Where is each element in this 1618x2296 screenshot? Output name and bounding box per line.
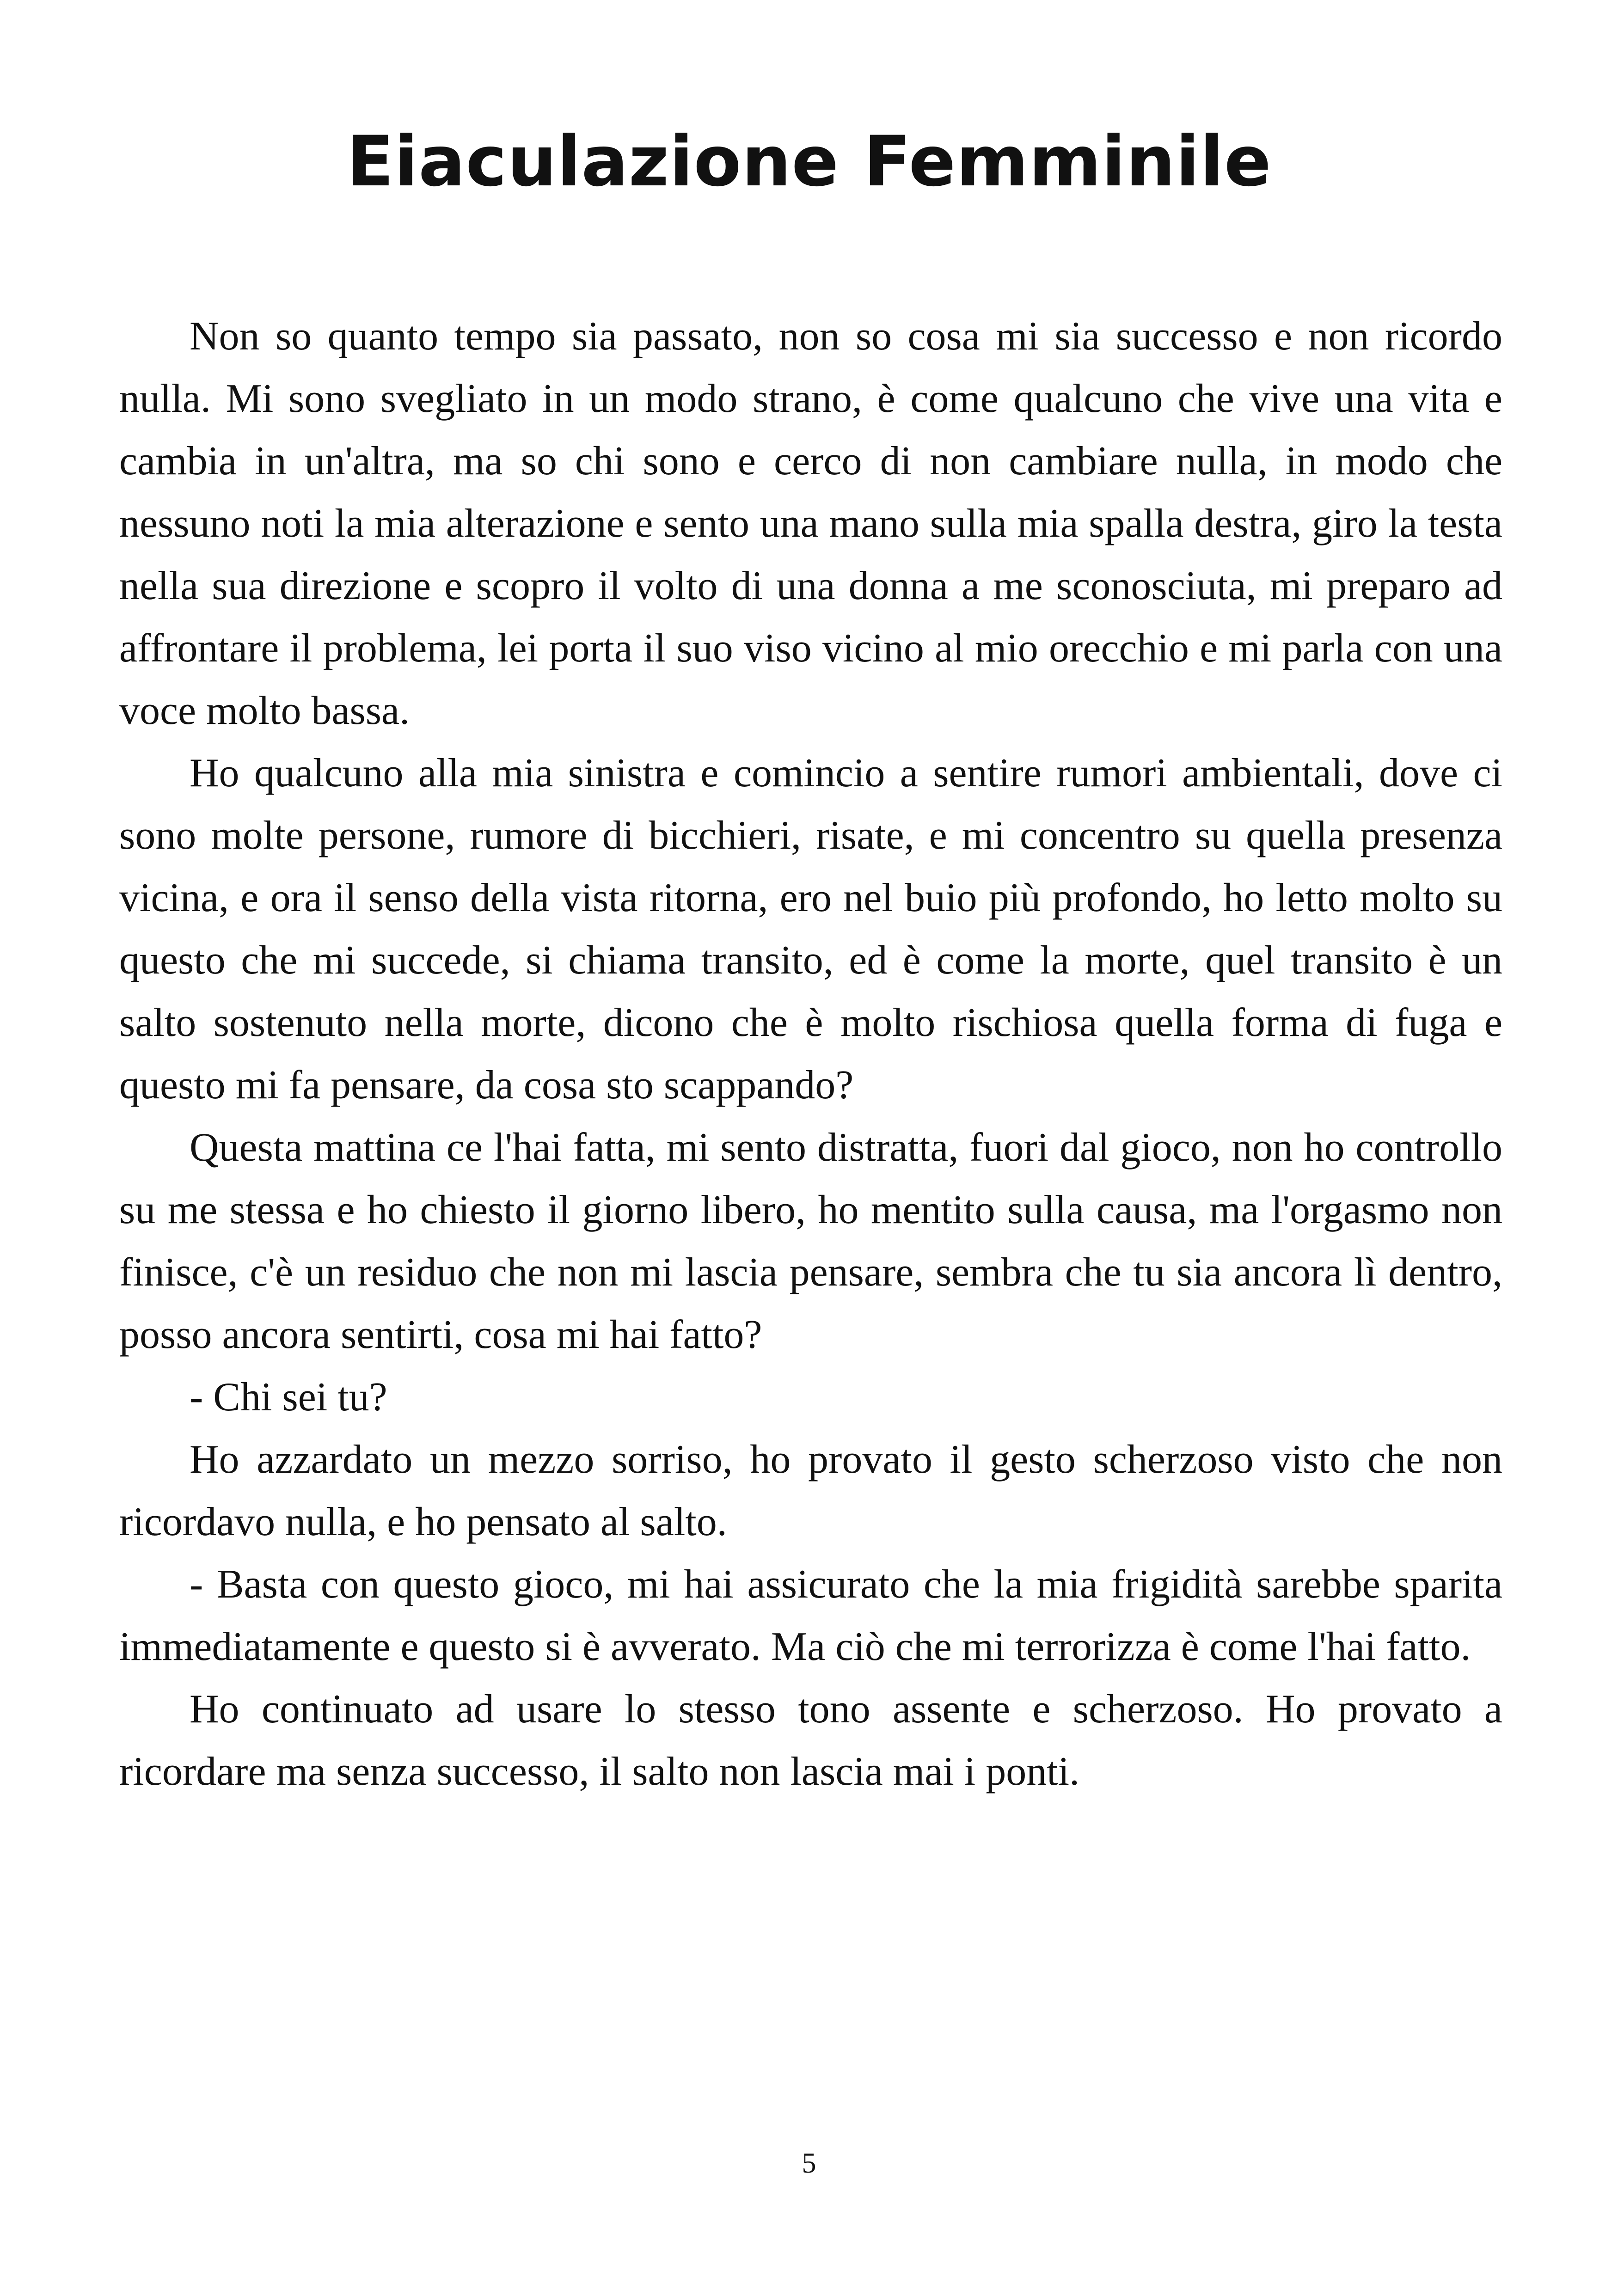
paragraph: Ho continuato ad usare lo stesso tono assente e scherzoso. Ho provato a ricordare ma senza successo, il salto non lascia mai i ponti. bbox=[119, 1687, 1502, 1794]
page-title: Eiaculazione Femminile bbox=[346, 122, 1272, 202]
paragraph: Ho qualcuno alla mia sinistra e comincio a sentire rumori ambientali, dove ci sono molte persone, rumore di bicchieri, risate, e mi concentro su quella presenza vicina, e ora il senso della vista ritorna, ero nel buio più profondo, ho letto molto su questo che mi succede, si chiama transito, ed è come la morte, quel transito è un salto sostenuto nella morte, dicono che è molto rischiosa quella forma di fuga e questo mi fa pensare, da cosa sto scappando? bbox=[119, 751, 1502, 1108]
paragraph: Non so quanto tempo sia passato, non so cosa mi sia successo e non ricordo nulla. Mi sono svegliato in un modo strano, è come qualcuno che vive una vita e cambia in un'altra, ma so chi sono e cerco di non cambiare nulla, in modo che nessuno noti la mia alterazione e sento una mano sulla mia spalla destra, giro la testa nella sua direzione e scopro il volto di una donna a me sconosciuta, mi preparo ad affrontare il problema, lei porta il suo viso vicino al mio orecchio e mi parla con una voce molto bassa. bbox=[119, 314, 1502, 733]
paragraph: Ho azzardato un mezzo sorriso, ho provato il gesto scherzoso visto che non ricordavo nulla, e ho pensato al salto. bbox=[119, 1437, 1502, 1544]
paragraph: - Chi sei tu? bbox=[190, 1375, 387, 1420]
paragraph: - Basta con questo gioco, mi hai assicurato che la mia frigidità sarebbe sparita immediatamente e questo si è avverato. Ma ciò che mi terrorizza è come l'hai fatto. bbox=[119, 1562, 1502, 1669]
paragraph: Questa mattina ce l'hai fatta, mi sento distratta, fuori dal gioco, non ho controllo su me stessa e ho chiesto il giorno libero, ho mentito sulla causa, ma l'orgasmo non finisce, c'è un residuo che non mi lascia pensare, sembra che tu sia ancora lì dentro, posso ancora sentirti, cosa mi hai fatto? bbox=[119, 1125, 1502, 1357]
page-number: 5 bbox=[802, 2148, 816, 2179]
body-text bbox=[119, 305, 1502, 1803]
